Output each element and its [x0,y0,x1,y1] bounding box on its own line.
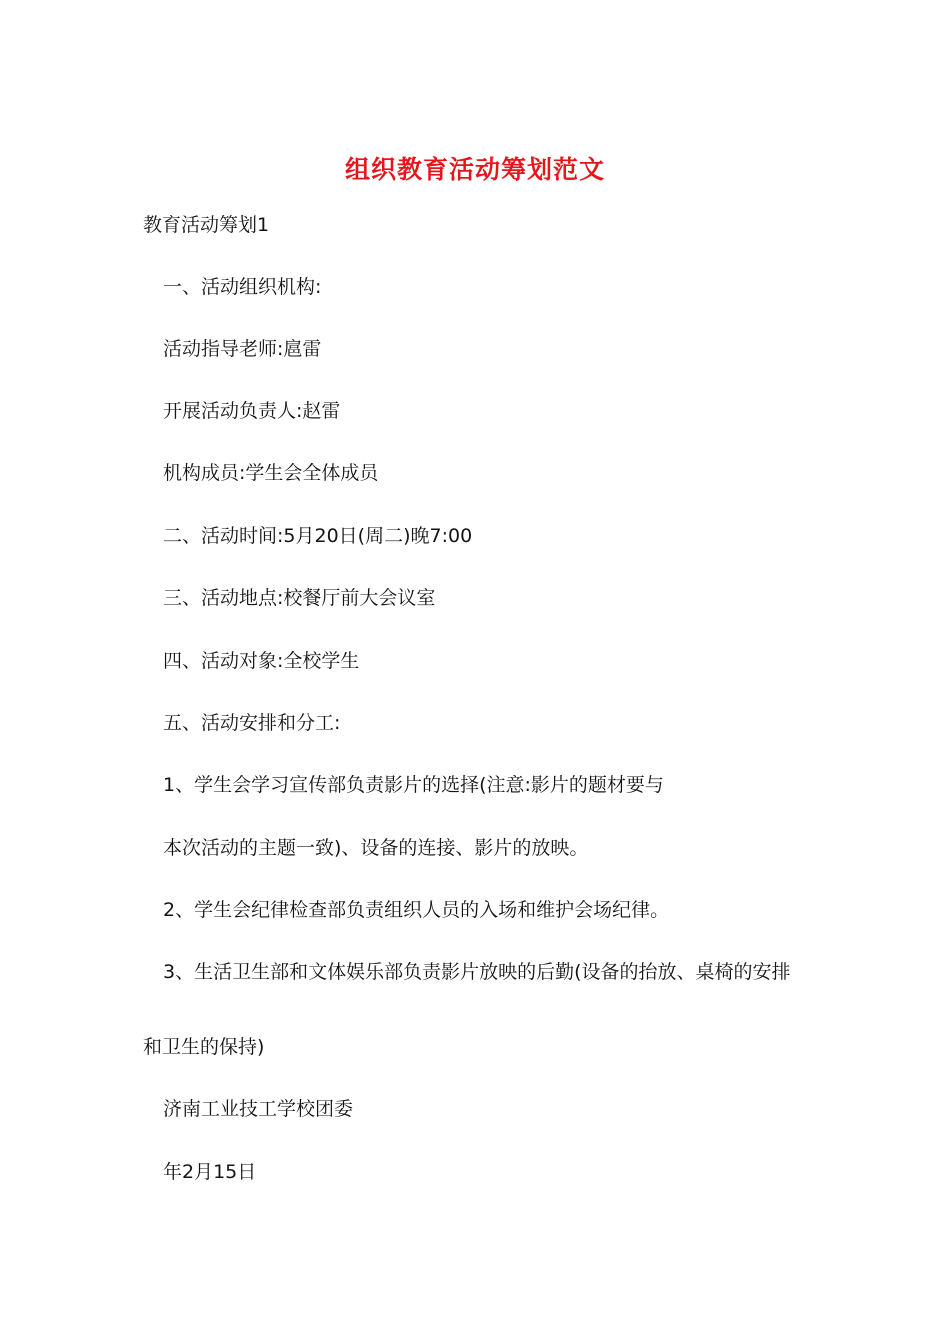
paragraph-line: 1、学生会学习宣传部负责影片的选择(注意:影片的题材要与 [163,774,664,796]
paragraph-line: 五、活动安排和分工: [163,712,341,734]
paragraph-line: 机构成员:学生会全体成员 [163,462,379,484]
document-title: 组织教育活动筹划范文 [344,155,605,184]
paragraph-line: 活动指导老师:扈雷 [163,338,322,360]
paragraph-line: 开展活动负责人:赵雷 [163,400,341,422]
paragraph-line: 二、活动时间:5月20日(周二)晚7:00 [163,525,473,547]
section-heading: 教育活动筹划1 [143,214,270,236]
date-line: 年2月15日 [163,1161,257,1183]
paragraph-line: 3、生活卫生部和文体娱乐部负责影片放映的后勤(设备的抬放、桌椅的安排 [163,961,791,983]
paragraph-line: 和卫生的保持) [143,1036,265,1058]
paragraph-line: 三、活动地点:校餐厅前大会议室 [163,587,436,609]
paragraph-line: 本次活动的主题一致)、设备的连接、影片的放映。 [163,837,589,859]
signature-line: 济南工业技工学校团委 [163,1098,354,1120]
paragraph-line: 一、活动组织机构: [163,276,322,298]
paragraph-line: 四、活动对象:全校学生 [163,650,360,672]
paragraph-line: 2、学生会纪律检查部负责组织人员的入场和维护会场纪律。 [163,899,670,921]
